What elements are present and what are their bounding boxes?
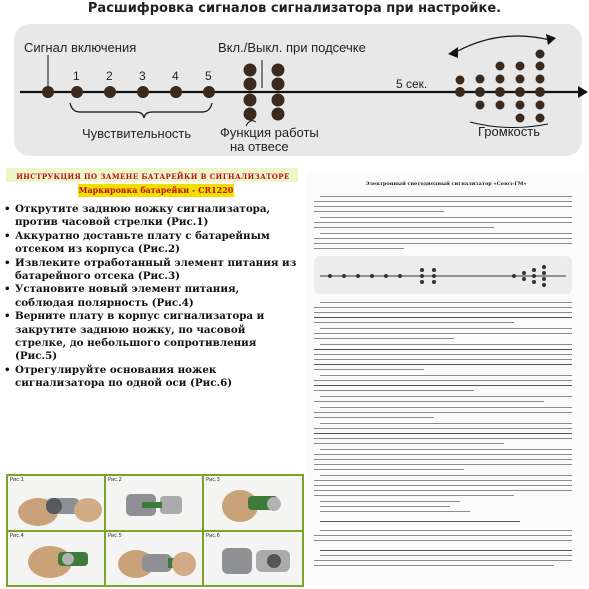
manual-title: Электронный светодиодный сигнализатор «Союз-ГМ» <box>365 181 527 187</box>
instruction-step: • Установите новый элемент питания, соблюдая полярность (Рис.4) <box>4 283 240 309</box>
power-on-label: Сигнал включения <box>24 40 137 55</box>
float-label-line2: на отвесе <box>230 139 289 154</box>
photo-step-5: Рис.5 <box>106 532 202 585</box>
sensitivity-number: 1 <box>73 69 80 83</box>
sensitivity-number: 3 <box>139 69 146 83</box>
sensitivity-dot-3 <box>137 86 149 98</box>
volume-label: Громкость <box>478 124 540 139</box>
sensitivity-dot-4 <box>170 86 182 98</box>
sensitivity-number: 2 <box>106 69 113 83</box>
sensitivity-dot-1 <box>71 86 83 98</box>
float-label-line1: Функция работы <box>220 125 319 140</box>
sensitivity-dot-2 <box>104 86 116 98</box>
bullet: • <box>4 283 11 296</box>
instruction-step: • Верните плату в корпус сигнализатора и закрутите заднюю ножку, по часовой стрелке, до небольшого сопротивления (Рис.5) <box>4 310 265 363</box>
bullet: • <box>4 310 11 323</box>
manual-signal-diagram <box>314 256 572 294</box>
photo-grid <box>6 474 304 587</box>
battery-label: Маркировка батарейки - CR1220 <box>78 185 234 195</box>
photo-step-4: Рис.4 <box>8 532 104 585</box>
volume-loop-arrow-top <box>456 36 550 52</box>
bullet: • <box>4 203 11 215</box>
photo-step-2: Рис.2 <box>106 476 202 530</box>
sensitivity-bracket <box>70 103 212 118</box>
product-manual-page <box>306 172 586 586</box>
bullet: • <box>4 256 11 269</box>
diagram-title: Расшифровка сигналов сигнализатора при настройке. <box>87 1 502 16</box>
volume-columns <box>455 50 545 123</box>
bullet: • <box>4 363 11 376</box>
instruction-step: • Отрегулируйте основания ножек сигнализатора по одной оси (Рис.6) <box>4 363 233 390</box>
signal-diagram <box>0 0 589 160</box>
instruction-step: • Открутите заднюю ножку сигнализатора, против часовой стрелки (Рис.1) <box>4 203 271 229</box>
pause-label: 5 сек. <box>396 77 428 91</box>
photo-step-1: Рис.1 <box>8 476 104 530</box>
backlight-label: Вкл./Выкл. при подсечке <box>218 40 366 55</box>
instruction-step: • Извлеките отработанный элемент питания из батарейного отсека (Рис.3) <box>4 256 297 283</box>
instruction-title: ИНСТРУКЦИЯ ПО ЗАМЕНЕ БАТАРЕЙКИ В СИГНАЛИЗАТОРЕ <box>16 172 290 181</box>
sensitivity-number: 5 <box>205 69 212 83</box>
instruction-steps <box>4 203 300 391</box>
power-on-dot <box>42 86 54 98</box>
timeline-arrow <box>578 86 588 98</box>
photo-step-3: Рис.3 <box>204 476 302 530</box>
instruction-step: • Аккуратно достаньте плату с батарейным отсеком из корпуса (Рис.2) <box>4 229 270 256</box>
sensitivity-dot-5 <box>203 86 215 98</box>
photo-step-6: Рис.6 <box>204 532 302 585</box>
sensitivity-number: 4 <box>172 69 179 83</box>
sensitivity-label: Чувствительность <box>82 126 192 141</box>
bullet: • <box>4 229 11 242</box>
